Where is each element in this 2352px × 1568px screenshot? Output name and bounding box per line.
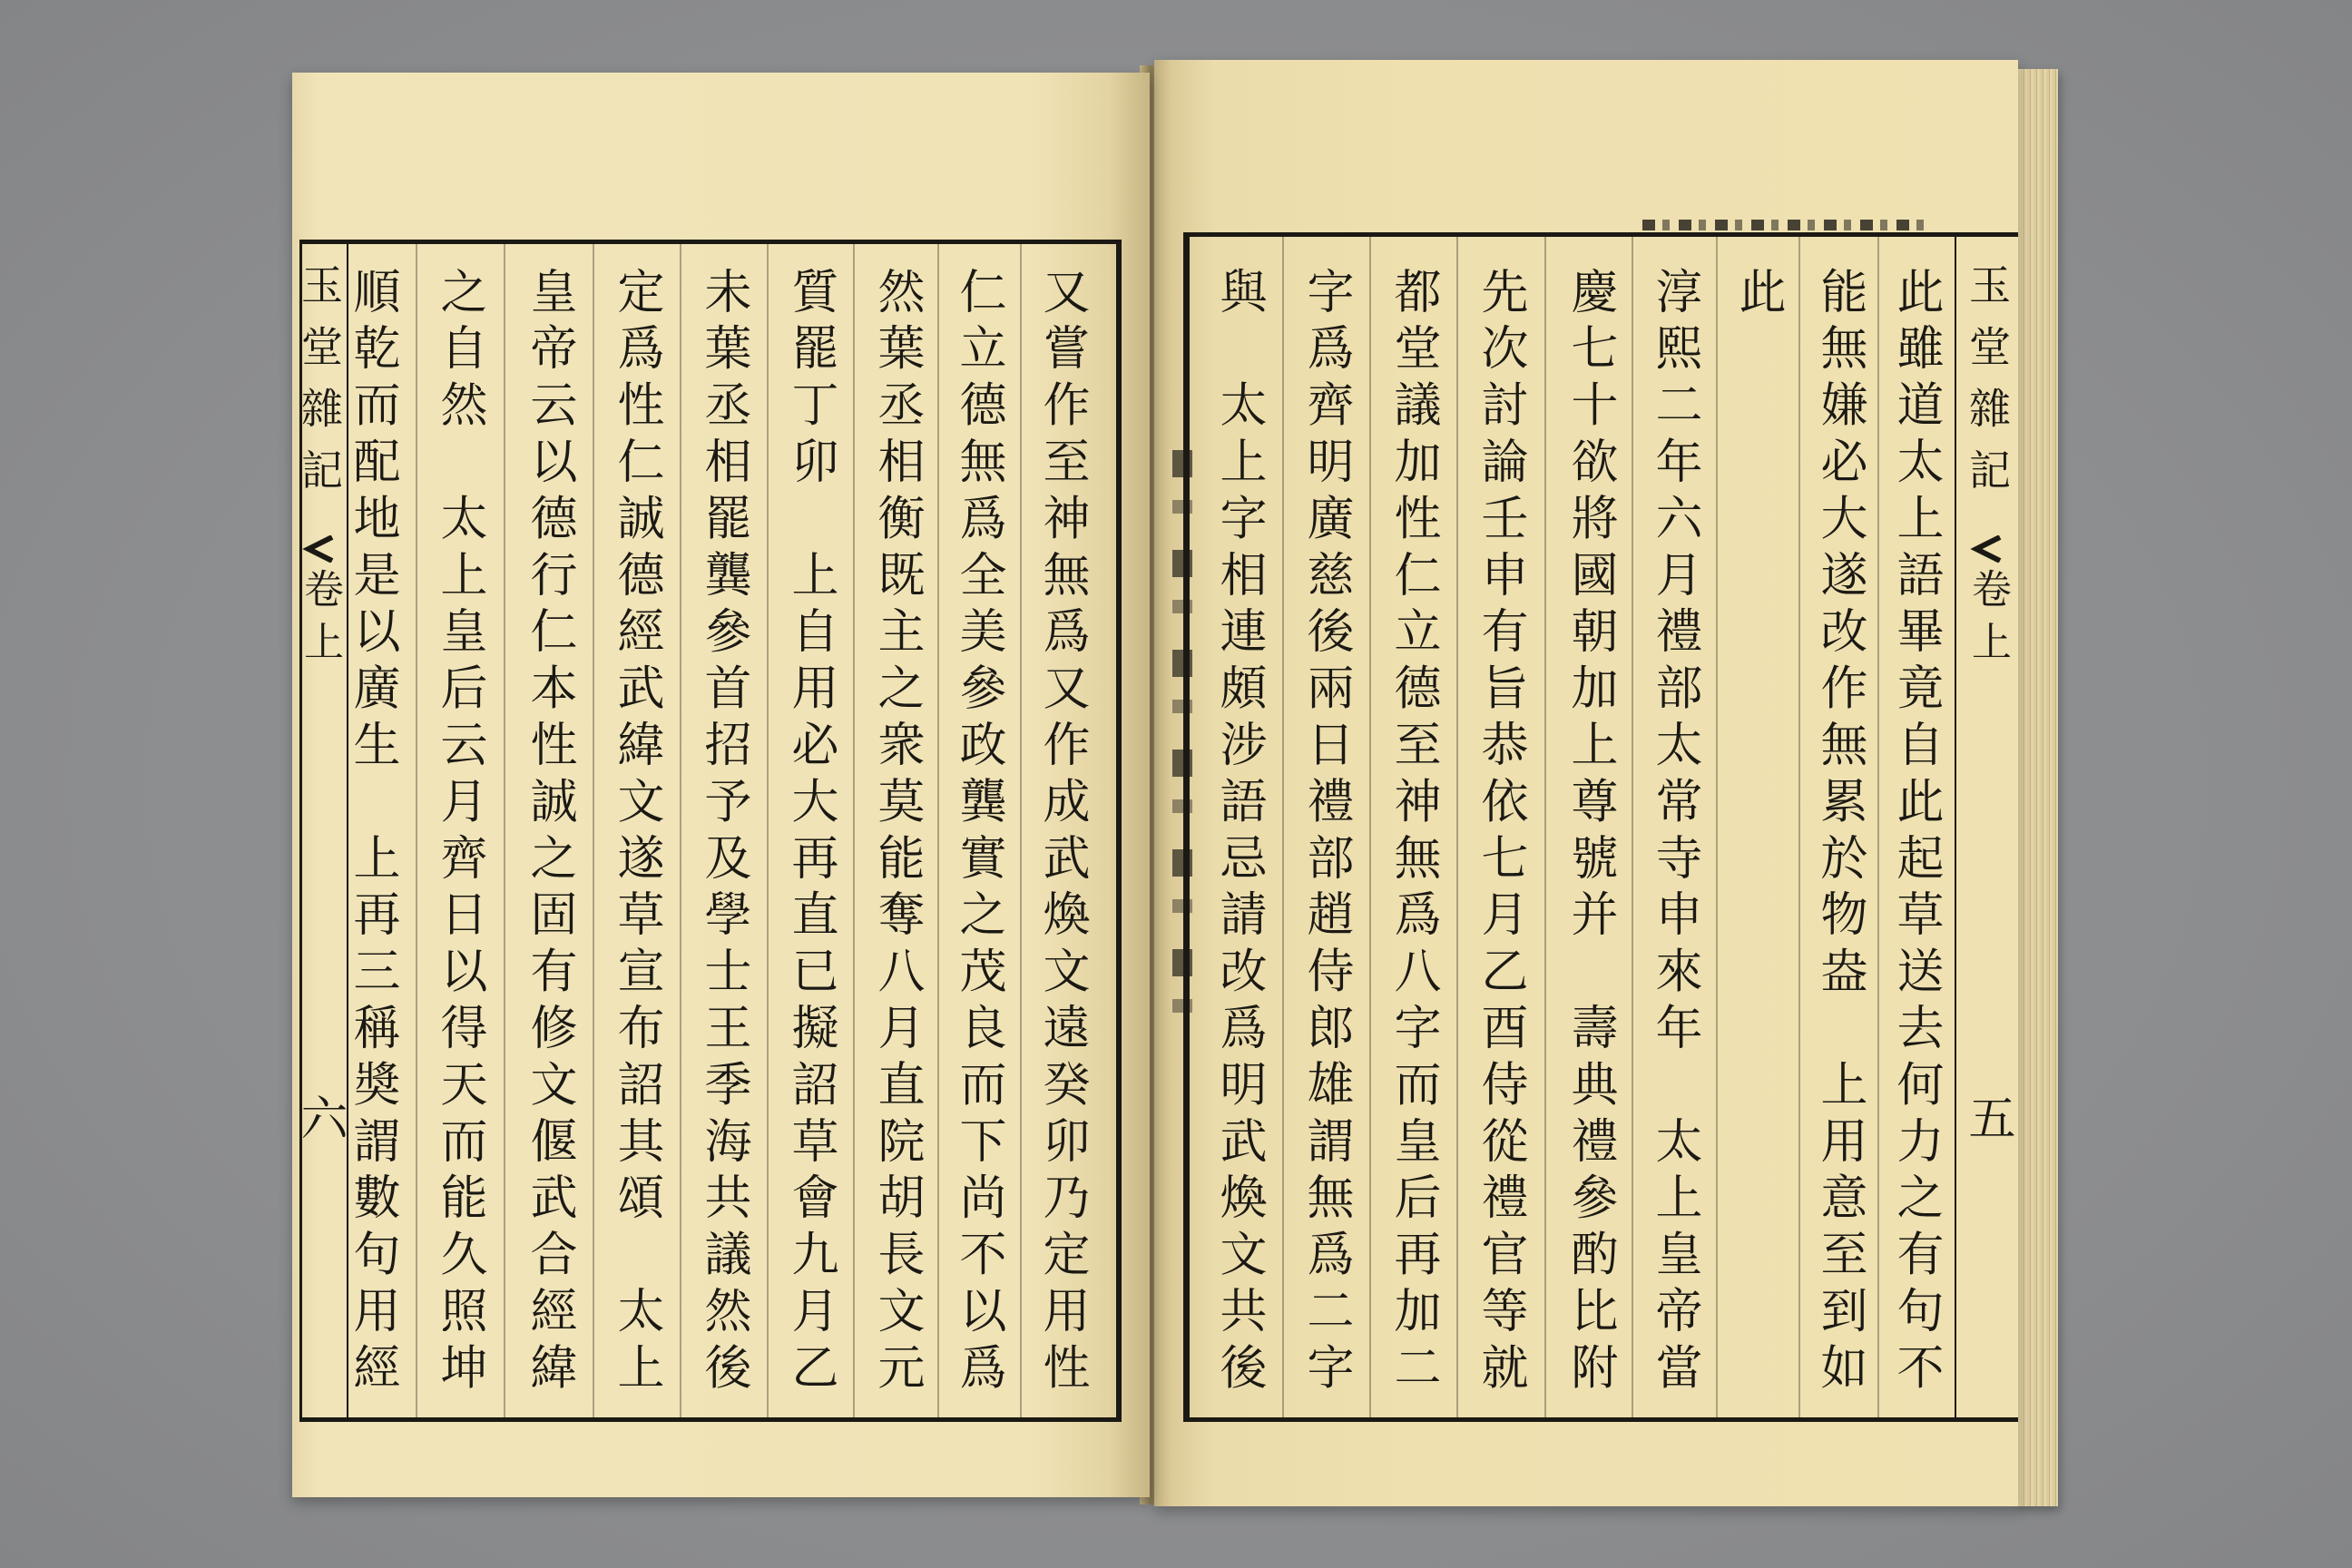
- text-column: 此雖道太上語畢竟自此起草送去何力之有句不: [1888, 267, 1943, 1399]
- text-column: 都堂議加性仁立德至神無爲八字而皇后再加二: [1386, 267, 1440, 1399]
- text-column: 又嘗作至神無爲又作成武煥文遠癸卯乃定用性: [1034, 267, 1089, 1399]
- margin-book-title: 玉堂雜記: [1963, 263, 2012, 510]
- text-column: 然葉丞相衡既主之衆莫能奪八月直院胡長文元: [869, 267, 924, 1399]
- text-column: 先次討論壬申有旨恭依七月乙酉侍從禮官等就: [1473, 267, 1527, 1399]
- text-column: 順乾而配地是以廣生 上再三稱奬謂數句用經: [345, 267, 399, 1399]
- fishtail-mark-shape: [1976, 537, 2000, 561]
- text-column: 淳熙二年六月禮部太常寺申來年 太上皇帝當: [1647, 267, 1701, 1399]
- text-column: 之自然 太上皇后云月齊日以得天而能久照坤: [432, 267, 486, 1399]
- text-column: 字爲齊明廣慈後兩日禮部趙侍郎雄謂無爲二字: [1298, 267, 1353, 1399]
- margin-folio-number: 五: [1960, 1093, 2014, 1141]
- text-column: 與 太上字相連頗涉語忌請改爲明武煥文共後: [1211, 267, 1266, 1399]
- text-column: 質罷丁卯 上自用必大再直已擬詔草會九月乙: [783, 267, 838, 1399]
- frame-border-top: [1185, 232, 2018, 237]
- text-column: 定爲性仁誠德經武緯文遂草宣布詔其頌 太上: [609, 267, 663, 1399]
- margin-volume: 卷上: [297, 568, 343, 673]
- text-column: 此: [1730, 267, 1785, 324]
- left-page: [292, 73, 1150, 1497]
- frame-border-right: [1116, 240, 1122, 1422]
- margin-folio-number: 六: [292, 1093, 347, 1141]
- fishtail-mark: [1969, 535, 2005, 563]
- frame-border-top: [299, 240, 1121, 244]
- text-column: 皇帝云以德行仁本性誠之固有修文偃武合經緯: [522, 267, 576, 1399]
- column-rule: [504, 244, 505, 1417]
- page-edge-stack: [2014, 69, 2058, 1506]
- text-column: 能無嫌必大遂改作無累於物盎 上用意至到如: [1812, 267, 1867, 1399]
- right-page: [1154, 60, 2018, 1506]
- text-column: 慶七十欲將國朝加上尊號并 壽典禮參酌比附: [1563, 267, 1617, 1399]
- text-column: 未葉丞相罷龔參首招予及學士王季海共議然後: [696, 267, 750, 1399]
- ink-smudge: [1642, 220, 1933, 230]
- margin-volume: 卷上: [1965, 568, 2011, 673]
- column-rule: [1544, 237, 1546, 1417]
- frame-border-left: [1183, 232, 1190, 1422]
- margin-book-title: 玉堂雜記: [295, 263, 344, 510]
- text-column: 仁立德無爲全美參政龔實之茂良而下尚不以爲: [951, 267, 1005, 1399]
